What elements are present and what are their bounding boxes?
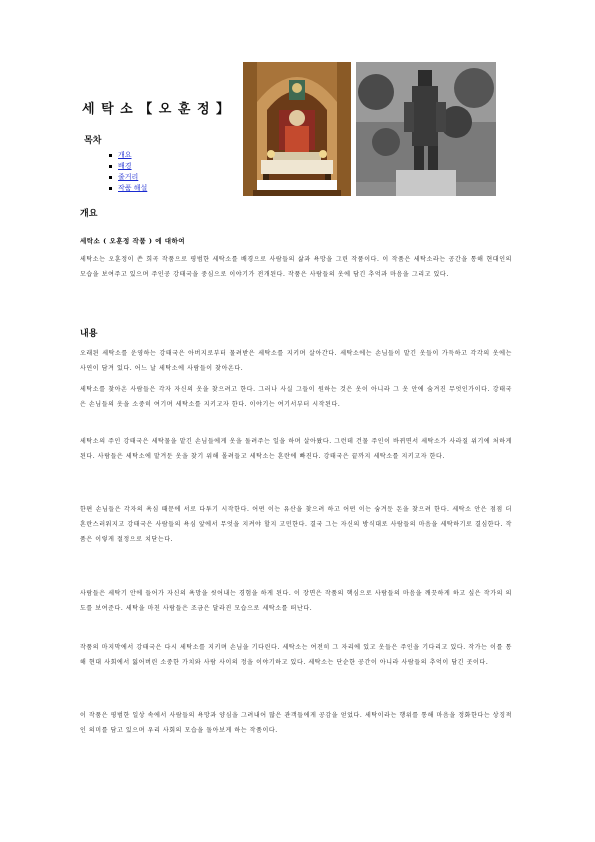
document-title: 세 탁 소 【 오 훈 정 】 bbox=[82, 102, 231, 117]
shrine-illustration bbox=[243, 62, 351, 196]
overview-paragraph: 세탁소는 오훈정이 쓴 희곡 작품으로 평범한 세탁소를 배경으로 사람들의 삶과 욕망을 그린 작품이다. 이 작품은 세탁소라는 공간을 통해 현대인의 모습을 보여주고 있으며 주인공 강태국을 중심으로 이야기가 전개된다. 작품은 사람들의 옷에 담긴 추억과 마음을 그리고 있다. bbox=[80, 256, 512, 278]
statue-photo bbox=[356, 62, 496, 196]
body-paragraph: 작품의 마지막에서 강태국은 다시 세탁소를 지키며 손님을 기다린다. 세탁소는 여전히 그 자리에 있고 옷들은 주인을 기다리고 있다. 작가는 이를 통해 현대 사회에서 잃어버린 소중한 가치와 사람 사이의 정을 이야기하고 있다. 세탁소는 단순한 공간이 아니라 사람들의 추억이 담긴 곳이다. bbox=[80, 644, 512, 666]
toc-item[interactable] bbox=[118, 161, 147, 172]
statue-illustration bbox=[356, 62, 496, 196]
body-paragraph: 이 작품은 평범한 일상 속에서 사람들의 욕망과 양심을 그려내어 많은 관객들에게 공감을 얻었다. 세탁이라는 행위를 통해 마음을 정화한다는 상징적인 의미를 담고 있으며 우리 사회의 모습을 돌아보게 하는 작품이다. bbox=[80, 712, 512, 734]
toc-item[interactable] bbox=[118, 172, 147, 183]
overview-heading: 개요 bbox=[80, 209, 98, 219]
body-paragraph: 세탁소를 찾아온 사람들은 각자 자신의 옷을 찾으려고 한다. 그러나 사실 그들이 원하는 것은 옷이 아니라 그 옷 안에 숨겨진 무엇인가이다. 강태국은 손님들의 옷을 소중히 여기며 세탁소를 지키고자 한다. 이야기는 여기서부터 시작된다. bbox=[80, 386, 512, 408]
toc-heading: 목차 bbox=[84, 136, 102, 146]
table-of-contents bbox=[118, 150, 147, 194]
shrine-photo bbox=[243, 62, 351, 196]
plot-heading: 내용 bbox=[80, 329, 98, 339]
toc-link[interactable]: 줄거리 bbox=[118, 173, 139, 181]
toc-link[interactable]: 배경 bbox=[118, 162, 132, 170]
body-paragraph: 오래된 세탁소를 운영하는 강태국은 아버지로부터 물려받은 세탁소를 지키며 살아간다. 세탁소에는 손님들이 맡긴 옷들이 가득하고 각각의 옷에는 사연이 담겨 있다. 어느 날 세탁소에 사람들이 찾아온다. bbox=[80, 350, 512, 372]
overview-subtitle: 세탁소 ( 오훈정 작품 ) 에 대하여 bbox=[80, 237, 186, 245]
toc-link[interactable]: 작품 해설 bbox=[118, 184, 148, 192]
toc-item[interactable] bbox=[118, 150, 147, 161]
body-paragraph: 세탁소의 주인 강태국은 세탁물을 맡긴 손님들에게 옷을 돌려주는 일을 하며 살아왔다. 그런데 건물 주인이 바뀌면서 세탁소가 사라질 위기에 처하게 된다. 사람들은 세탁소에 맡겨둔 옷을 찾기 위해 몰려들고 세탁소는 혼란에 빠진다. 강태국은 끝까지 세탁소를 지키고자 한다. bbox=[80, 438, 512, 460]
toc-link[interactable]: 개요 bbox=[118, 151, 132, 159]
body-paragraph: 사람들은 세탁기 안에 들어가 자신의 욕망을 씻어내는 경험을 하게 된다. 이 장면은 작품의 핵심으로 사람들의 마음을 깨끗하게 하고 싶은 작가의 의도를 보여준다. 세탁을 마친 사람들은 조금은 달라진 모습으로 세탁소를 떠난다. bbox=[80, 590, 512, 612]
body-paragraph: 한편 손님들은 각자의 욕심 때문에 서로 다투기 시작한다. 어떤 이는 유산을 찾으려 하고 어떤 이는 숨겨둔 돈을 찾으려 한다. 세탁소 안은 점점 더 혼란스러워지고 강태국은 사람들의 욕심 앞에서 무엇을 지켜야 할지 고민한다. 결국 그는 자신의 방식대로 사람들의 마음을 세탁하기로 결심한다. 작품은 이렇게 절정으로 치닫는다. bbox=[80, 506, 512, 543]
toc-item[interactable] bbox=[118, 183, 147, 194]
